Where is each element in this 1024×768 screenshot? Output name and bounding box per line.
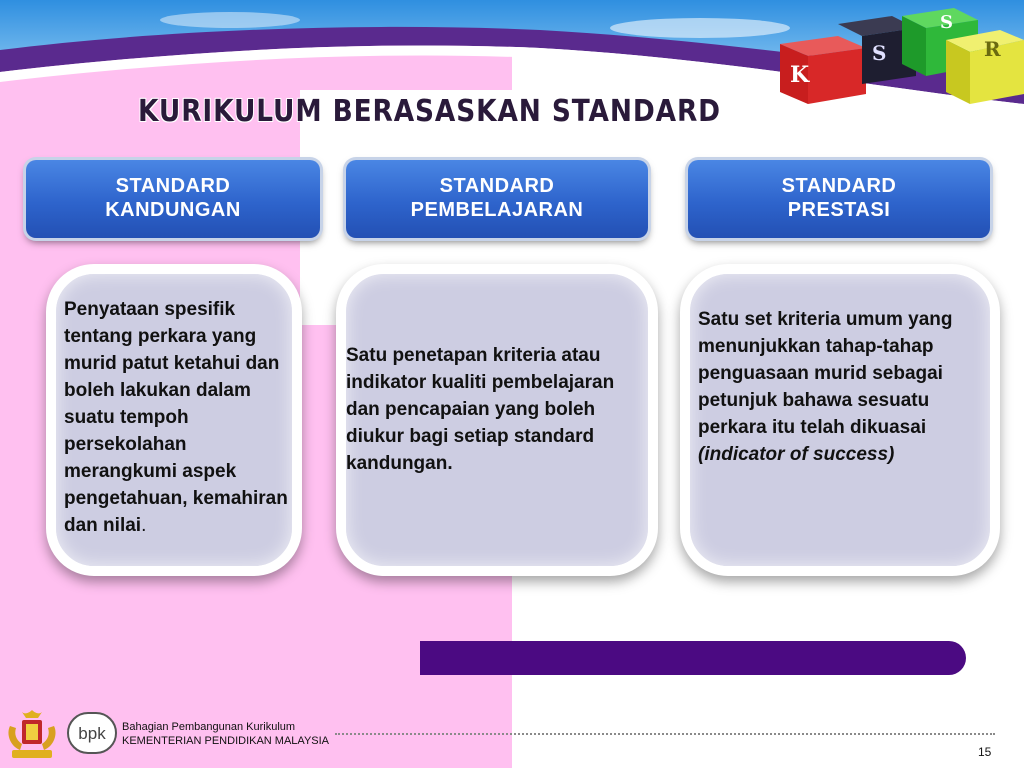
header-line1: STANDARD: [781, 175, 897, 197]
cube-r-letter: R: [984, 37, 1001, 61]
bpk-logo: [66, 711, 118, 755]
kandungan-description: Penyataan spesifik tentang perkara yang murid patut ketahui dan boleh lakukan dalam suatu tempoh persekolahan merangkumi aspek pengetahuan, kemahiran dan nilai.: [64, 299, 288, 536]
slide-title: KURIKULUM BERASASKAN STANDARD: [138, 94, 721, 129]
footer-divider: [335, 733, 995, 735]
decorative-purple-bar: [420, 641, 966, 675]
pembelajaran-description: Satu penetapan kriteria atau indikator kualiti pembelajaran dan pencapaian yang boleh diukur bagi setiap standard kandungan.: [346, 345, 615, 474]
cube-k-letter: K: [790, 62, 810, 88]
cube-s2-letter: S: [940, 12, 953, 33]
cube-s-letter: S: [872, 41, 887, 65]
kandungan-description-card: [46, 264, 302, 576]
svg-text:bpk: bpk: [78, 724, 106, 743]
prestasi-description: Satu set kriteria umum yang menunjukkan tahap-tahap penguasaan murid sebagai petunjuk bahawa sesuatu perkara itu telah dikuasai (indicator of success): [698, 309, 953, 465]
header-line1: STANDARD: [115, 175, 231, 197]
organization-label: [122, 720, 329, 748]
malaysia-crest-icon: [2, 706, 62, 762]
pembelajaran-description-card: [336, 264, 658, 576]
header-line1: STANDARD: [439, 175, 555, 197]
header-line2: PEMBELAJARAN: [410, 199, 584, 221]
standard-prestasi-button[interactable]: [688, 160, 990, 238]
header-line2: KANDUNGAN: [105, 199, 241, 221]
org-line1: Bahagian Pembangunan Kurikulum: [122, 721, 296, 733]
header-line2: PRESTASI: [787, 199, 891, 221]
standard-pembelajaran-button[interactable]: [346, 160, 648, 238]
page-number: 15: [978, 745, 992, 759]
cube-r-icon: [944, 26, 1024, 106]
prestasi-description-card: [680, 264, 1000, 576]
standard-kandungan-button[interactable]: [26, 160, 320, 238]
org-line2: KEMENTERIAN PENDIDIKAN MALAYSIA: [122, 735, 330, 747]
